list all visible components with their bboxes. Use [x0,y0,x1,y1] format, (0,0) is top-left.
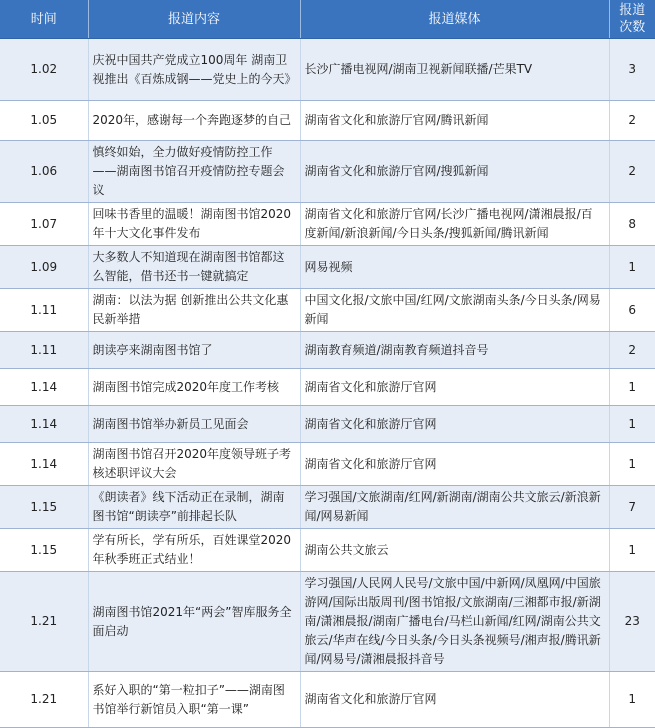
table-row [0,369,655,406]
cell-date: 1.15 [0,529,88,572]
cell-content: 回味书香里的温暖！湖南图书馆2020年十大文化事件发布 [88,203,300,246]
cell-content: 湖南图书馆召开2020年度领导班子考核述职评议大会 [88,443,300,486]
cell-content: 湖南图书馆2021年“两会”智库服务全面启动 [88,572,300,672]
cell-date: 1.14 [0,443,88,486]
cell-media: 湖南省文化和旅游厅官网/长沙广播电视网/潇湘晨报/百度新闻/新浪新闻/今日头条/搜狐新闻/腾讯新闻 [300,203,609,246]
cell-count: 6 [609,289,655,332]
cell-content: 学有所长，学有所乐，百姓课堂2020年秋季班正式结业！ [88,529,300,572]
table-row [0,101,655,141]
cell-date: 1.09 [0,246,88,289]
table-header-row [0,0,655,39]
table-row [0,486,655,529]
cell-media: 长沙广播电视网/湖南卫视新闻联播/芒果TV [300,39,609,101]
header-date: 时间 [0,0,88,39]
cell-content: 系好入职的“第一粒扣子”——湖南图书馆举行新馆员入职“第一课” [88,672,300,728]
cell-content: 湖南图书馆完成2020年度工作考核 [88,369,300,406]
cell-media: 学习强国/人民网人民号/文旅中国/中新网/凤凰网/中国旅游网/国际出版周刊/图书馆报/文旅湖南/三湘都市报/新湖南/潇湘晨报/湖南广播电台/马栏山新闻/红网/湖南公共文旅云/华声在线/今日头条/今日头条视频号/湘声报/腾讯新闻/网易号/潇湘晨报抖音号 [300,572,609,672]
header-content: 报道内容 [88,0,300,39]
cell-count: 7 [609,486,655,529]
cell-count: 3 [609,39,655,101]
cell-date: 1.06 [0,141,88,203]
cell-media: 湖南教育频道/湖南教育频道抖音号 [300,332,609,369]
cell-content: 庆祝中国共产党成立100周年 湖南卫视推出《百炼成钢——党史上的今天》 [88,39,300,101]
cell-date: 1.15 [0,486,88,529]
cell-count: 2 [609,141,655,203]
table-row [0,203,655,246]
table-row [0,289,655,332]
cell-date: 1.02 [0,39,88,101]
cell-count: 1 [609,246,655,289]
cell-media: 湖南省文化和旅游厅官网/腾讯新闻 [300,101,609,141]
cell-content: 朗读亭来湖南图书馆了 [88,332,300,369]
header-media: 报道媒体 [300,0,609,39]
table-row [0,406,655,443]
cell-count: 2 [609,101,655,141]
cell-date: 1.05 [0,101,88,141]
cell-media: 学习强国/文旅湖南/红网/新湖南/湖南公共文旅云/新浪新闻/网易新闻 [300,486,609,529]
table-row [0,572,655,672]
header-count-line2: 次数 [619,20,646,35]
table-row [0,443,655,486]
cell-media: 湖南省文化和旅游厅官网/搜狐新闻 [300,141,609,203]
cell-media: 湖南省文化和旅游厅官网 [300,672,609,728]
cell-media: 湖南省文化和旅游厅官网 [300,443,609,486]
cell-count: 2 [609,332,655,369]
cell-count: 1 [609,529,655,572]
table-row [0,332,655,369]
cell-count: 23 [609,572,655,672]
cell-content: 2020年，感谢每一个奔跑逐梦的自己 [88,101,300,141]
cell-count: 1 [609,443,655,486]
cell-date: 1.21 [0,672,88,728]
table-row [0,672,655,728]
table-row [0,141,655,203]
cell-media: 湖南省文化和旅游厅官网 [300,369,609,406]
cell-content: 《朗读者》线下活动正在录制，湖南图书馆“朗读亭”前排起长队 [88,486,300,529]
cell-date: 1.11 [0,289,88,332]
table-row [0,39,655,101]
cell-date: 1.14 [0,406,88,443]
cell-media: 网易视频 [300,246,609,289]
cell-count: 1 [609,369,655,406]
cell-content: 慎终如始，全力做好疫情防控工作——湖南图书馆召开疫情防控专题会议 [88,141,300,203]
table-row [0,529,655,572]
cell-date: 1.07 [0,203,88,246]
cell-date: 1.11 [0,332,88,369]
cell-media: 湖南公共文旅云 [300,529,609,572]
header-count [609,0,655,39]
cell-media: 中国文化报/文旅中国/红网/文旅湖南头条/今日头条/网易新闻 [300,289,609,332]
cell-content: 湖南图书馆举办新员工见面会 [88,406,300,443]
cell-count: 1 [609,672,655,728]
cell-count: 8 [609,203,655,246]
cell-content: 大多数人不知道现在湖南图书馆都这么智能，借书还书一键就搞定 [88,246,300,289]
cell-count: 1 [609,406,655,443]
cell-date: 1.14 [0,369,88,406]
header-count-line1: 报道 [619,3,646,18]
cell-date: 1.21 [0,572,88,672]
cell-content: 湖南：以法为据 创新推出公共文化惠民新举措 [88,289,300,332]
cell-media: 湖南省文化和旅游厅官网 [300,406,609,443]
table-row [0,246,655,289]
